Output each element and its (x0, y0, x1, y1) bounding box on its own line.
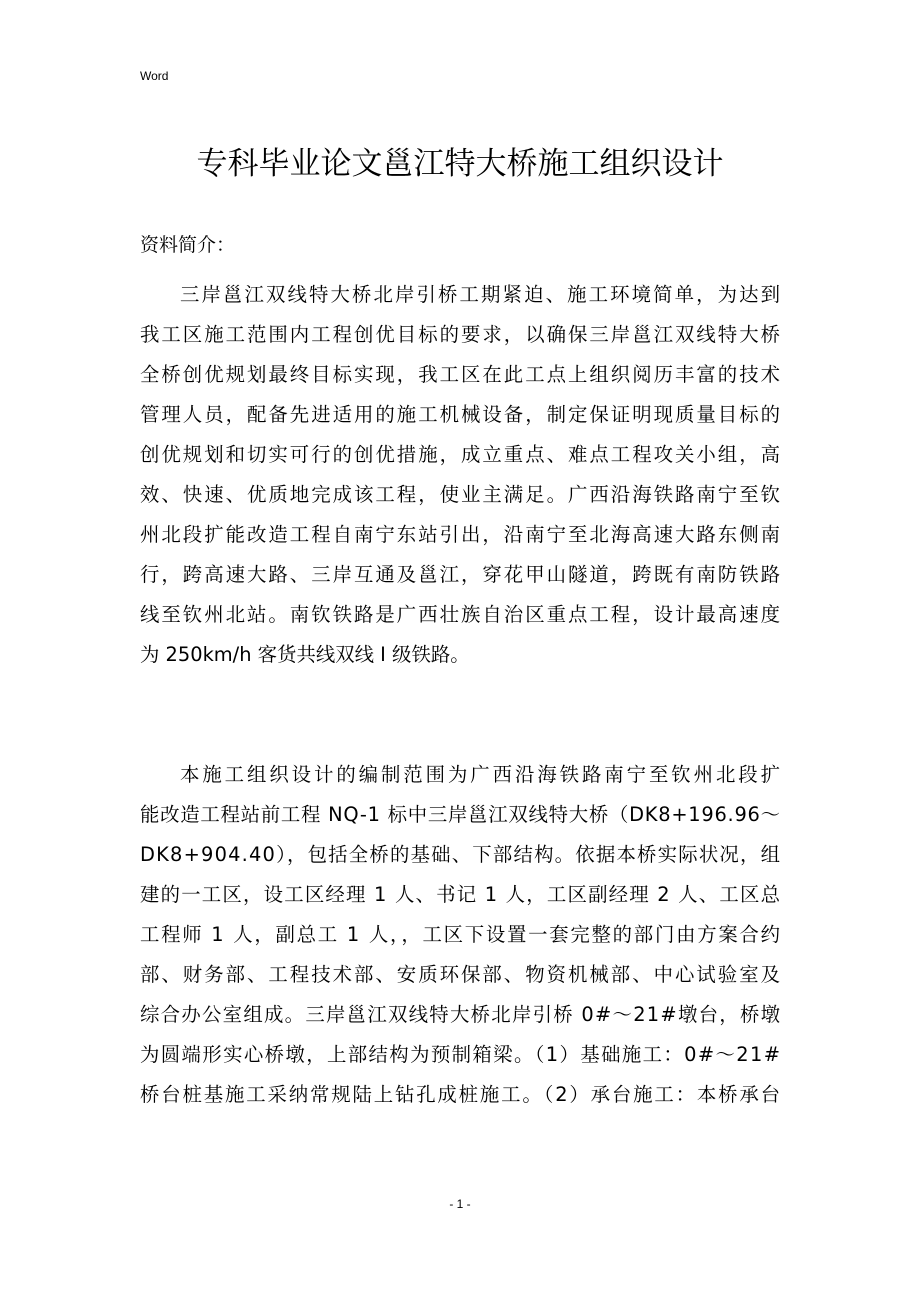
section-label: 资料简介： (140, 234, 236, 256)
paragraph-line: 为圆端形实心桥墩，上部结构为预制箱梁。（1）基础施工：0#～21# (140, 1043, 782, 1066)
paragraph-line: 创优规划和切实可行的创优措施，成立重点、难点工程攻关小组，高 (140, 443, 783, 466)
paragraph-line: 本施工组织设计的编制范围为广西沿海铁路南宁至钦州北段扩 (180, 763, 783, 786)
paragraph-line: 行，跨高速大路、三岸互通及邕江，穿花甲山隧道，跨既有南防铁路 (140, 563, 783, 586)
paragraph-line: 三岸邕江双线特大桥北岸引桥工期紧迫、施工环境简单，为达到 (180, 283, 783, 306)
page-number: - 1 - (449, 1197, 471, 1211)
paragraph-line: 州北段扩能改造工程自南宁东站引出，沿南宁至北海高速大路东侧南 (140, 523, 783, 546)
paragraph-line: 效、快速、优质地完成该工程，使业主满足。广西沿海铁路南宁至钦 (140, 483, 783, 506)
paragraph-line: 能改造工程站前工程 NQ-1 标中三岸邕江双线特大桥（DK8+196.96～ (140, 803, 781, 826)
document-title: 专科毕业论文邕江特大桥施工组织设计 (196, 146, 724, 182)
header-word-label: Word (140, 69, 169, 83)
paragraph-line: 综合办公室组成。三岸邕江双线特大桥北岸引桥 0#～21#墩台，桥墩 (140, 1003, 782, 1026)
paragraph-line: 为 250km/h 客货共线双线 I 级铁路。 (140, 643, 470, 666)
paragraph-line: 我工区施工范围内工程创优目标的要求，以确保三岸邕江双线特大桥 (140, 323, 783, 346)
paragraph-line: 管理人员，配备先进适用的施工机械设备，制定保证明现质量目标的 (140, 403, 783, 426)
paragraph-line: 桥台桩基施工采纳常规陆上钻孔成桩施工。（2）承台施工：本桥承台 (140, 1083, 782, 1106)
paragraph-line: DK8+904.40），包括全桥的基础、下部结构。依据本桥实际状况，组 (140, 843, 782, 866)
paragraph-line: 线至钦州北站。南钦铁路是广西壮族自治区重点工程，设计最高速度 (140, 603, 783, 626)
paragraph-1 (140, 275, 783, 675)
paragraph-line: 工程师 1 人，副总工 1 人，，工区下设置一套完整的部门由方案合约 (140, 923, 782, 946)
paragraph-line: 全桥创优规划最终目标实现，我工区在此工点上组织阅历丰富的技术 (140, 363, 783, 386)
paragraph-line: 建的一工区，设工区经理 1 人、书记 1 人，工区副经理 2 人、工区总 (140, 883, 782, 906)
paragraph-2 (140, 755, 783, 1115)
paragraph-line: 部、财务部、工程技术部、安质环保部、物资机械部、中心试验室及 (140, 963, 783, 986)
